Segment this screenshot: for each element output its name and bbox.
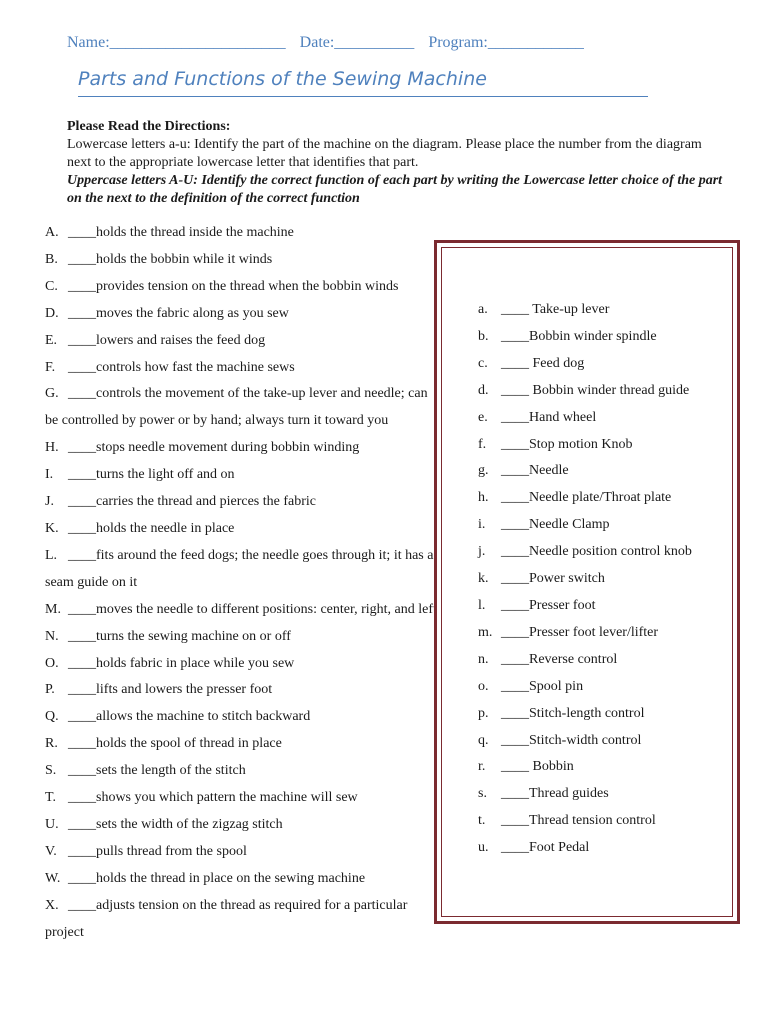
part-text: ____Needle position control knob [501, 544, 692, 560]
part-letter: d. [478, 382, 489, 398]
part-item [478, 351, 733, 378]
part-text: ____Stitch-width control [501, 732, 642, 748]
directions [67, 118, 727, 208]
function-item [45, 731, 440, 758]
function-letter: O. [45, 655, 59, 671]
function-letter: L. [45, 547, 58, 563]
part-item [478, 728, 733, 755]
function-item [45, 516, 440, 543]
function-item [45, 274, 440, 301]
function-item [45, 543, 440, 597]
part-letter: f. [478, 436, 487, 452]
part-item [478, 297, 733, 324]
function-text: ____moves the fabric along as you sew [68, 305, 289, 321]
function-text: ____holds the thread in place on the sewing machine [68, 870, 366, 886]
part-item [478, 647, 733, 674]
function-item [45, 785, 440, 812]
function-letter: W. [45, 870, 61, 886]
part-text: ____Foot Pedal [501, 840, 590, 856]
part-letter: l. [478, 597, 486, 613]
function-letter: P. [45, 682, 55, 698]
function-letter: X. [45, 897, 59, 913]
part-item [478, 566, 733, 593]
function-letter: G. [45, 386, 59, 402]
page-title: Parts and Functions of the Sewing Machine [78, 68, 648, 97]
part-text: ____ Take-up lever [501, 302, 610, 317]
function-letter: F. [45, 359, 56, 375]
directions-uppercase: Uppercase letters A-U: Identify the correct function of each part by writing the Lowercase letter choice of the part on the next to the definition of the correct function [67, 173, 723, 206]
part-text: ____Presser foot [501, 597, 596, 613]
function-item [45, 220, 440, 247]
part-item [478, 835, 733, 862]
function-text: ____holds the needle in place [68, 520, 235, 536]
part-item [478, 781, 733, 808]
function-text: ____shows you which pattern the machine will sew [68, 790, 358, 806]
function-text: ____sets the width of the zigzag stitch [68, 816, 283, 832]
function-text: ____holds the thread inside the machine [68, 225, 294, 240]
part-text: ____Stop motion Knob [501, 436, 633, 452]
function-item [45, 704, 440, 731]
function-item [45, 247, 440, 274]
part-letter: e. [478, 409, 488, 425]
function-text: ____lowers and raises the feed dog [68, 332, 266, 348]
part-item [478, 620, 733, 647]
function-text: ____stops needle movement during bobbin winding [68, 440, 360, 456]
part-text: ____Presser foot lever/lifter [501, 624, 659, 640]
function-item [45, 839, 440, 866]
part-letter: g. [478, 463, 489, 479]
function-letter: N. [45, 628, 59, 644]
name-field: Name:______________________ [67, 34, 286, 51]
function-text: ____sets the length of the stitch [68, 763, 246, 779]
function-text: ____moves the needle to different positions: center, right, and left [68, 601, 437, 617]
function-item [45, 301, 440, 328]
date-field: Date:__________ [299, 34, 415, 51]
function-letter: U. [45, 816, 59, 832]
function-item [45, 677, 440, 704]
function-letter: K. [45, 520, 59, 536]
function-item [45, 812, 440, 839]
function-item [45, 866, 440, 893]
function-text: ____allows the machine to stitch backward [68, 709, 311, 725]
program-field: Program:____________ [428, 34, 584, 51]
function-letter: H. [45, 440, 59, 456]
function-letter: D. [45, 305, 59, 321]
function-letter: T. [45, 790, 57, 806]
function-text: ____controls how fast the machine sews [68, 359, 295, 375]
function-item [45, 893, 440, 947]
function-letter: J. [45, 494, 54, 510]
part-item [478, 808, 733, 835]
function-letter: R. [45, 736, 58, 752]
part-text: ____ Feed dog [501, 355, 585, 371]
part-letter: r. [478, 759, 486, 775]
part-text: ____Needle [501, 463, 569, 479]
part-item [478, 324, 733, 351]
part-letter: a. [478, 302, 488, 317]
function-text: ____fits around the feed dogs; the needle goes through it; it has a seam guide on it [45, 547, 434, 590]
part-letter: j. [478, 544, 486, 560]
part-text: ____Needle Clamp [501, 517, 610, 533]
part-item [478, 485, 733, 512]
function-item [45, 435, 440, 462]
part-letter: n. [478, 651, 489, 667]
function-item [45, 624, 440, 651]
function-item [45, 381, 440, 435]
part-letter: h. [478, 490, 489, 506]
part-item [478, 593, 733, 620]
function-item [45, 328, 440, 355]
part-item [478, 539, 733, 566]
part-item [478, 432, 733, 459]
part-letter: t. [478, 813, 486, 829]
header-fields [67, 34, 594, 52]
function-letter: I. [45, 467, 54, 483]
function-text: ____turns the sewing machine on or off [68, 628, 291, 644]
function-item [45, 489, 440, 516]
function-item [45, 597, 440, 624]
part-letter: s. [478, 786, 487, 802]
part-letter: p. [478, 705, 489, 721]
part-letter: k. [478, 571, 489, 587]
function-text: ____holds the spool of thread in place [68, 736, 282, 752]
part-item [478, 378, 733, 405]
function-text: ____pulls thread from the spool [68, 843, 247, 859]
function-letter: S. [45, 763, 57, 779]
function-item [45, 758, 440, 785]
part-item [478, 512, 733, 539]
part-text: ____Needle plate/Throat plate [501, 490, 672, 506]
directions-lowercase: Lowercase letters a-u: Identify the part of the machine on the diagram. Please place the number from the diagram next to the appropriate lowercase letter that identifies that part. [67, 137, 702, 170]
function-text: ____lifts and lowers the presser foot [68, 682, 273, 698]
function-text: ____holds fabric in place while you sew [68, 655, 295, 671]
part-letter: c. [478, 355, 488, 371]
function-text: ____controls the movement of the take-up lever and needle; can be controlled by power or by hand; always turn it toward you [45, 386, 428, 429]
directions-heading: Please Read the Directions: [67, 119, 231, 134]
function-letter: C. [45, 278, 58, 294]
part-text: ____Reverse control [501, 651, 618, 667]
part-text: ____ Bobbin [501, 759, 574, 775]
part-text: ____Bobbin winder spindle [501, 328, 657, 344]
part-text: ____Thread tension control [501, 813, 656, 829]
function-letter: M. [45, 601, 61, 617]
part-letter: b. [478, 328, 489, 344]
part-item [478, 674, 733, 701]
function-text: ____holds the bobbin while it winds [68, 251, 273, 267]
part-text: ____Power switch [501, 571, 605, 587]
part-text: ____ Bobbin winder thread guide [501, 382, 690, 398]
function-item [45, 462, 440, 489]
part-item [478, 754, 733, 781]
function-item [45, 651, 440, 678]
part-letter: u. [478, 840, 489, 856]
function-text: ____provides tension on the thread when the bobbin winds [68, 278, 399, 294]
function-letter: Q. [45, 709, 59, 725]
part-item [478, 458, 733, 485]
part-item [478, 405, 733, 432]
part-text: ____Spool pin [501, 678, 584, 694]
function-item [45, 355, 440, 382]
function-letter: B. [45, 251, 58, 267]
part-letter: q. [478, 732, 489, 748]
function-letter: A. [45, 225, 59, 240]
function-text: ____carries the thread and pierces the fabric [68, 494, 316, 510]
functions-list [45, 220, 440, 946]
part-letter: m. [478, 624, 493, 640]
part-text: ____Hand wheel [501, 409, 597, 425]
part-text: ____Stitch-length control [501, 705, 645, 721]
function-letter: V. [45, 843, 57, 859]
part-letter: i. [478, 517, 486, 533]
function-letter: E. [45, 332, 58, 348]
part-item [478, 701, 733, 728]
parts-list [478, 297, 733, 862]
part-letter: o. [478, 678, 489, 694]
part-text: ____Thread guides [501, 786, 609, 802]
function-text: ____turns the light off and on [68, 467, 235, 483]
function-text: ____adjusts tension on the thread as required for a particular project [45, 897, 408, 940]
